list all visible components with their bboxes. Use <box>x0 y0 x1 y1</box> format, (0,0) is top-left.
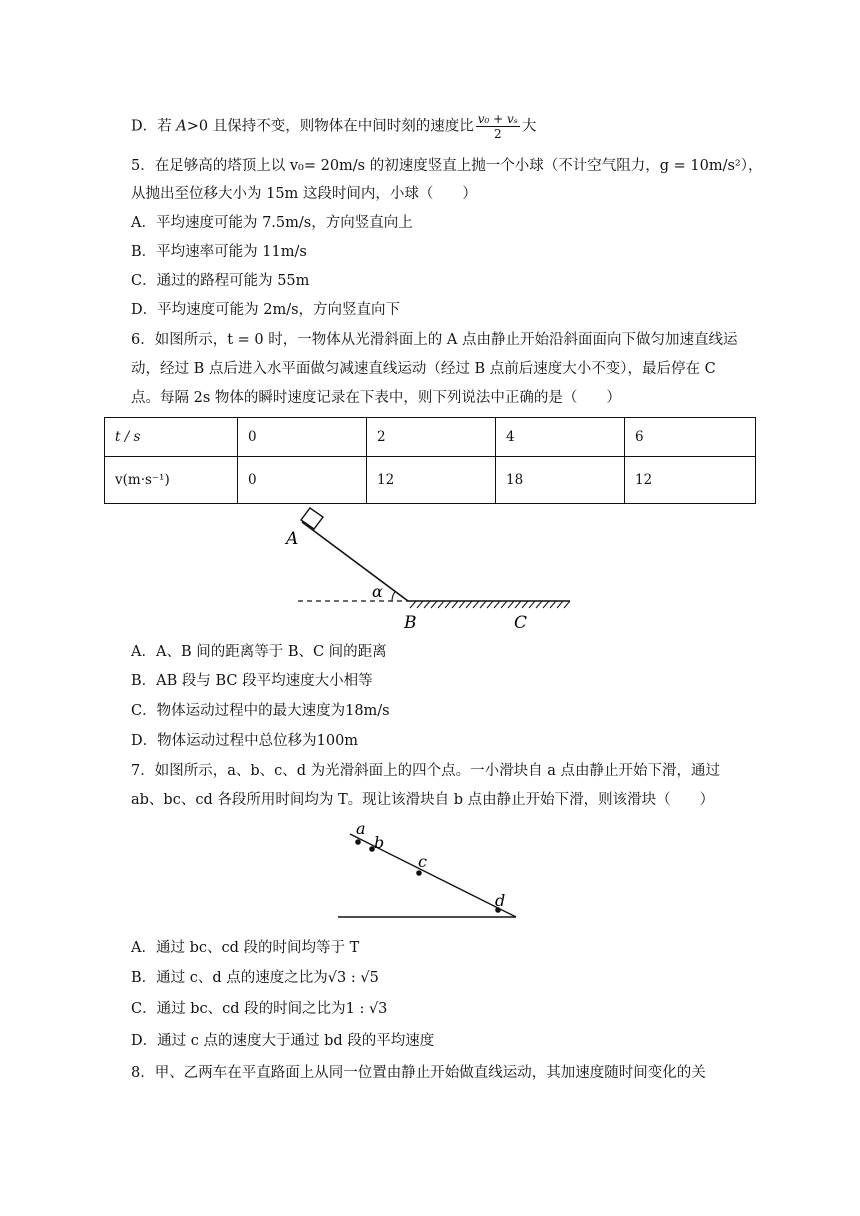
angle-arc <box>392 591 395 601</box>
q8-stem-line1: 8．甲、乙两车在平直路面上从同一位置由静止开始做直线运动，其加速度随时间变化的关 <box>131 1065 706 1081</box>
q6-stem-line2: 动，经过 B 点后进入水平面做匀减速直线运动（经过 B 点前后速度大小不变），最后停在 C <box>131 361 716 377</box>
q5-stem-line1: 5．在足够高的塔顶上以 v₀= 20m/s 的初速度竖直上抛一个小球（不计空气阻力，g = 10m/s²）， <box>131 158 763 174</box>
q6-stem-line1: 6．如图所示，t = 0 时，一物体从光滑斜面上的 A 点由静止开始沿斜面面向下做匀加速直线运 <box>131 332 738 348</box>
q6-option-b: B．AB 段与 BC 段平均速度大小相等 <box>131 673 373 689</box>
point-c-dot <box>416 870 422 876</box>
label-point-b: B <box>404 613 417 633</box>
table-cell: 12 <box>625 457 756 504</box>
table-cell: 12 <box>367 457 496 504</box>
q6-option-d: D．物体运动过程中总位移为100m <box>131 733 359 749</box>
label-point-c: C <box>514 613 528 633</box>
table-cell: 4 <box>496 418 625 457</box>
label-angle-alpha: α <box>372 582 383 601</box>
q7-stem-line1: 7．如图所示，a、b、c、d 为光滑斜面上的四个点。一小滑块自 a 点由静止开始下滑，通过 <box>131 763 721 779</box>
q6-option-a: A．A、B 间的距离等于 B、C 间的距离 <box>131 644 387 660</box>
q6-stem-line3: 点。每隔 2s 物体的瞬时速度记录在下表中，则下列说法中正确的是（ ） <box>131 390 621 406</box>
table-cell: 6 <box>625 418 756 457</box>
q5-option-d: D．平均速度可能为 2m/s，方向竖直向下 <box>131 302 401 318</box>
incline-plane-figure <box>280 500 580 635</box>
q7-option-a: A．通过 bc、cd 段的时间均等于 T <box>131 940 360 956</box>
table-cell: 2 <box>367 418 496 457</box>
q4-optD-var: A <box>176 118 187 135</box>
q5-option-b: B．平均速率可能为 11m/s <box>131 244 307 260</box>
velocity-average-fraction <box>476 112 520 141</box>
table-cell: 0 <box>238 418 367 457</box>
fraction-numerator: v₀ + vₛ <box>477 112 518 126</box>
block-on-incline <box>301 508 323 529</box>
q4-optD-suffix: 大 <box>521 118 537 135</box>
q6-option-c: C．物体运动过程中的最大速度为18m/s <box>131 703 390 719</box>
label-d: d <box>495 891 506 910</box>
velocity-time-table <box>104 417 756 504</box>
q5-option-a: A．平均速度可能为 7.5m/s，方向竖直向上 <box>131 215 413 231</box>
table-cell: 18 <box>496 457 625 504</box>
label-a: a <box>356 819 366 838</box>
q4-option-d <box>131 112 536 141</box>
surface-hatching <box>410 601 570 608</box>
q7-stem-line2: ab、bc、cd 各段所用时间均为 T。现让该滑块自 b 点由静止开始下滑，则该滑块（ ） <box>131 792 715 808</box>
q5-stem-line2: 从抛出至位移大小为 15m 这段时间内，小球（ ） <box>131 186 477 202</box>
label-b: b <box>374 833 385 852</box>
point-a-dot <box>355 839 361 845</box>
table-row-time <box>105 418 756 457</box>
table-header-velocity: v(m·s⁻¹) <box>105 457 238 504</box>
table-header-time: t / s <box>105 418 238 457</box>
label-c: c <box>418 852 427 871</box>
q7-option-c: C．通过 bc、cd 段的时间之比为1 : √3 <box>131 1001 388 1017</box>
table-row-velocity <box>105 457 756 504</box>
q4-optD-prefix: D．若 <box>131 118 177 135</box>
fraction-denominator: 2 <box>493 127 502 141</box>
incline-points-figure <box>330 818 530 924</box>
table-cell: 0 <box>238 457 367 504</box>
label-point-a: A <box>286 529 299 549</box>
incline-line <box>302 522 408 601</box>
q7-option-b: B．通过 c、d 点的速度之比为√3 : √5 <box>131 970 379 986</box>
q4-optD-mid: >0 且保持不变，则物体在中间时刻的速度比 <box>186 118 474 135</box>
q5-option-c: C．通过的路程可能为 55m <box>131 273 310 289</box>
q7-option-d: D．通过 c 点的速度大于通过 bd 段的平均速度 <box>131 1033 435 1049</box>
